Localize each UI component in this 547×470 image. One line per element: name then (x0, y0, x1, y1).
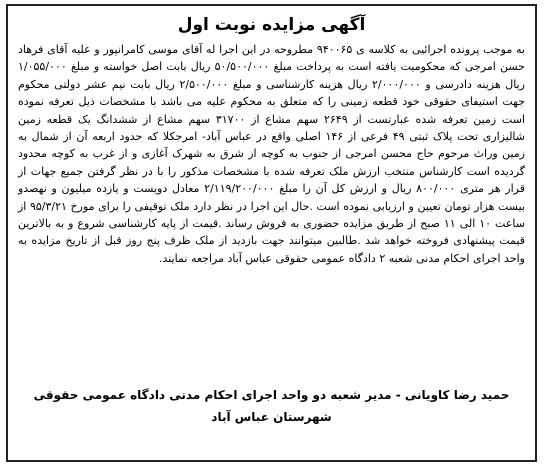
signature-block (18, 384, 525, 428)
notice-body: به موجب پرونده اجرائیی به کلاسه ی ۹۴۰۰۶۵ مطروحه در این اجرا له آقای موسی کامرانپور و علیه آقای فرهاد حسن امرجی که محکومیت یافته است به پرداخت مبلغ ۵۰/۵۰۰/۰۰۰ ریال بابت اصل خواسته و مبلغ ۱/۰۵۵/۰۰۰ ریال هزینه دادرسی و ۲/۰۰۰/۰۰۰ ریال هزینه کارشناسی و مبلغ ۲/۵۰۰/۰۰۰ ریال بابت نیم عشر دولتی محکوم جهت استیفای حقوقی خود قطعه زمینی را که متعلق به محکوم علیه می باشد با مشخصات ذیل تعرفه نموده است زمین تعرفه شده عبارتست از ۲۶۴۹ سهم مشاع از ۳۱۷۰۰ سهم مشاع از ششدانگ یک قطعه زمین شالیزاری تحت پلاک ثبتی ۴۹ فرعی از ۱۴۶ اصلی واقع در عباس آباد- امرجکلا که حدود اربعه آن از شمال به زمین وراث مرحوم حاج محسن امرجی از جنوب به کوچه از شرق به شهرک آغازی و از غرب به کوچه محدود گردیده است کارشناس منتخب ارزش ملک تعرفه شده با مشخصات مذکور را با در نظر گرفتن جمیع جهات از قرار هر متری ۸۰۰/۰۰۰ ریال و ارزش کل آن را مبلغ ۲/۱۱۹/۲۰۰/۰۰۰ معادل دویست و یازده میلیون و نهصدو بیست هزار تومان تعیین و ارزیابی نموده است .حال این اجرا در نظر دارد ملک توقیفی را برای مورخ ۹۵/۳/۲۱ از ساعت ۱۰ الی ۱۱ صبح از طریق مزایده حضوری به فروش رساند .قیمت از پایه کارشناسی شروع و به بالاترین قیمت پیشنهادی فروخته خواهد شد .طالبین میتوانند جهت بازدید از ملک ظرف پنج روز قبل از تاریخ مزایده به واحد اجرای احکام مدنی شعبه ۲ دادگاه عمومی حقوقی عباس آباد مراجعه نمایند. (18, 43, 525, 265)
notice-title: آگهی مزایده نوبت اول (177, 15, 366, 35)
signature-line-2: شهرستان عباس آباد (211, 410, 332, 424)
auction-notice (6, 4, 537, 462)
signature-line-1: حمید رضا کاویانی - مدیر شعبه دو واحد اجرای احکام مدنی دادگاه عمومی حقوقی (33, 388, 510, 402)
